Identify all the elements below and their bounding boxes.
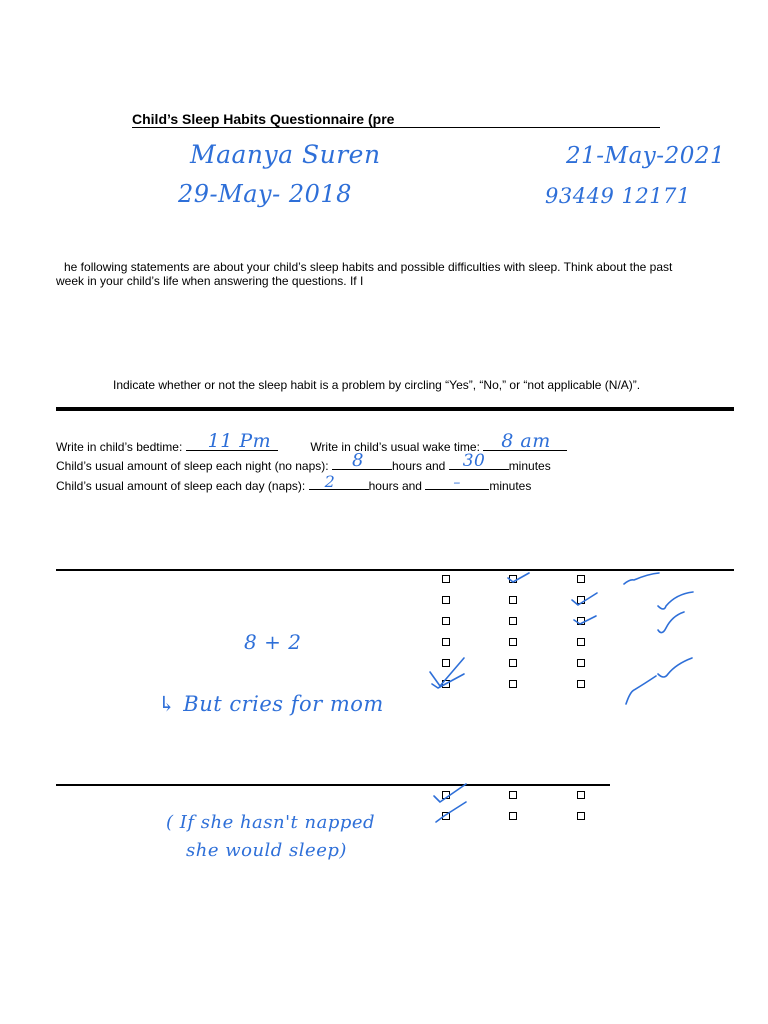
section-divider	[56, 569, 734, 571]
day-minutes-label: minutes	[489, 479, 532, 493]
note-nap-line-1: ( If she hasn't napped	[166, 812, 376, 833]
day-hours-and-label: hours and	[368, 479, 422, 493]
checkbox[interactable]	[442, 638, 450, 646]
checkbox[interactable]	[442, 659, 450, 667]
instruction-text: Indicate whether or not the sleep habit is a problem by circling “Yes”, “No,” or “not applicable (N/A)”.	[113, 378, 641, 392]
phone-handwritten: 93449 12171	[545, 184, 691, 208]
checkmark	[434, 784, 466, 802]
day-hours-field[interactable]	[309, 472, 369, 491]
checkbox[interactable]	[442, 812, 450, 820]
night-minutes-field[interactable]	[449, 451, 509, 471]
checkbox[interactable]	[577, 617, 585, 625]
day-minutes-value: –	[453, 475, 461, 491]
intro-paragraph	[56, 260, 736, 288]
bedtime-label: Write in child’s bedtime:	[56, 440, 183, 454]
checkmark	[436, 802, 466, 822]
night-hours-and-label: hours and	[391, 459, 446, 473]
night-sleep-label: Child’s usual amount of sleep each night (no naps):	[56, 459, 329, 473]
checkbox[interactable]	[577, 680, 585, 688]
date-completed-handwritten: 21-May-2021	[566, 143, 726, 169]
checkbox[interactable]	[577, 638, 585, 646]
checkbox[interactable]	[577, 575, 585, 583]
night-minutes-value: 30	[462, 451, 486, 471]
night-hours-value: 8	[351, 450, 364, 471]
title-underline	[132, 127, 660, 128]
checkbox[interactable]	[577, 791, 585, 799]
intro-line-1: he following statements are about your child’s sleep habits and possible difficulties with sleep. Think about the past	[64, 260, 673, 274]
checkbox[interactable]	[577, 812, 585, 820]
night-sleep-row	[56, 450, 551, 473]
checkbox[interactable]	[509, 575, 517, 583]
date-of-birth-handwritten: 29-May- 2018	[178, 180, 352, 208]
checkbox[interactable]	[577, 596, 585, 604]
day-sleep-row	[56, 472, 532, 493]
checkmark	[658, 592, 693, 609]
checkbox[interactable]	[442, 575, 450, 583]
checkbox[interactable]	[577, 659, 585, 667]
bedtime-value: 11 Pm	[207, 430, 272, 452]
bedtime-row	[56, 430, 567, 454]
day-hours-value: 2	[324, 472, 336, 491]
bedtime-field[interactable]	[186, 430, 278, 452]
checkbox[interactable]	[509, 659, 517, 667]
night-hours-field[interactable]	[332, 450, 392, 471]
child-name-handwritten: Maanya Suren	[190, 140, 381, 169]
note-sleep-total: 8 + 2	[244, 630, 302, 654]
night-minutes-label: minutes	[508, 459, 551, 473]
checkbox[interactable]	[442, 596, 450, 604]
wake-time-field[interactable]	[483, 430, 567, 452]
section-divider-thick	[56, 407, 734, 411]
checkbox[interactable]	[509, 617, 517, 625]
checkbox[interactable]	[442, 791, 450, 799]
checkmark	[658, 658, 692, 677]
wake-label: Write in child’s usual wake time:	[310, 440, 480, 454]
checkbox[interactable]	[509, 680, 517, 688]
checkmark	[658, 612, 684, 633]
checkbox[interactable]	[509, 638, 517, 646]
checkmark	[626, 676, 656, 704]
checkbox[interactable]	[509, 791, 517, 799]
day-minutes-field[interactable]	[425, 477, 489, 490]
note-nap-line-2: she would sleep)	[186, 840, 347, 861]
checkbox[interactable]	[442, 617, 450, 625]
checkbox[interactable]	[509, 596, 517, 604]
checkbox[interactable]	[442, 680, 450, 688]
day-sleep-label: Child’s usual amount of sleep each day (naps):	[56, 479, 306, 493]
checkmark	[624, 573, 659, 584]
section-divider-short	[56, 784, 610, 786]
wake-time-value: 8 am	[501, 430, 551, 452]
intro-line-2: week in your child’s life when answering the questions. If I	[56, 274, 364, 288]
questionnaire-title: Child’s Sleep Habits Questionnaire (pre	[132, 111, 395, 127]
checkbox[interactable]	[509, 812, 517, 820]
note-cries-for-mom: ↳ But cries for mom	[158, 692, 384, 716]
